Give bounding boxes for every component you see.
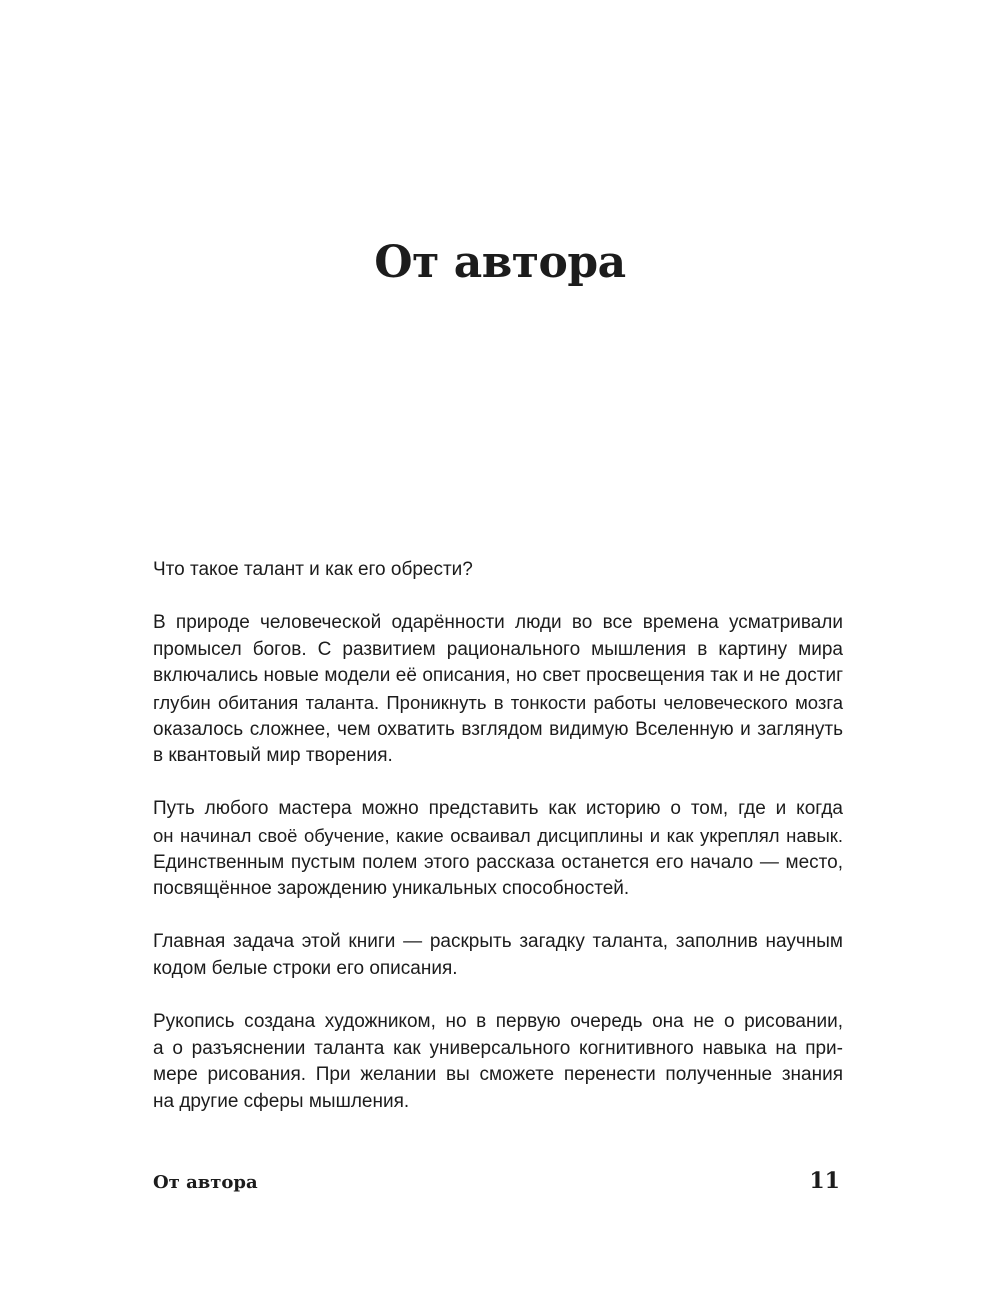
- text-line: Рукопись создана художником, но в первую очередь она не о рисовании,: [153, 1011, 843, 1033]
- text-line: промысел богов. С развитием рационального мышления в картину мира: [153, 638, 843, 660]
- text-line: посвящённое зарождению уникальных способностей.: [153, 878, 630, 900]
- text-line: в квантовый мир творения.: [153, 745, 393, 767]
- text-line: оказалось сложнее, чем охватить взглядом видимую Вселенную и заглянуть: [153, 718, 843, 740]
- paragraph-5: [153, 1009, 843, 1115]
- paragraph-3: [153, 796, 843, 902]
- text-line: включались новые модели её описания, но свет просвещения так и не достиг: [153, 665, 843, 687]
- page-number: 11: [809, 1168, 840, 1194]
- paragraph-2: [153, 610, 843, 770]
- text-line: Путь любого мастера можно представить как историю о том, где и когда: [153, 798, 843, 820]
- text-line: В природе человеческой одарённости люди во все времена усматривали: [153, 612, 843, 634]
- body-text: [153, 557, 843, 1142]
- paragraph-4: [153, 929, 843, 982]
- text-line: мере рисования. При желании вы сможете перенести полученные знания: [153, 1064, 843, 1086]
- text-line: Единственным пустым полем этого рассказа останется его начало — место,: [153, 851, 843, 873]
- running-footer-title: От автора: [153, 1172, 258, 1193]
- paragraph-1: [153, 557, 843, 584]
- text-line: а о разъяснении таланта как универсального когнитивного навыка на при-: [153, 1037, 843, 1059]
- text-line: кодом белые строки его описания.: [153, 957, 458, 979]
- text-line: Главная задача этой книги — раскрыть загадку таланта, заполнив научным: [153, 931, 843, 953]
- chapter-title: От автора: [374, 237, 626, 288]
- text-line: он начинал своё обучение, какие осваивал дисциплины и как укреплял навык.: [153, 824, 843, 846]
- text-line: глубин обитания таланта. Проникнуть в тонкости работы человеческого мозга: [153, 691, 843, 713]
- text-line: на другие сферы мышления.: [153, 1090, 410, 1112]
- text-line: Что такое талант и как его обрести?: [153, 559, 473, 580]
